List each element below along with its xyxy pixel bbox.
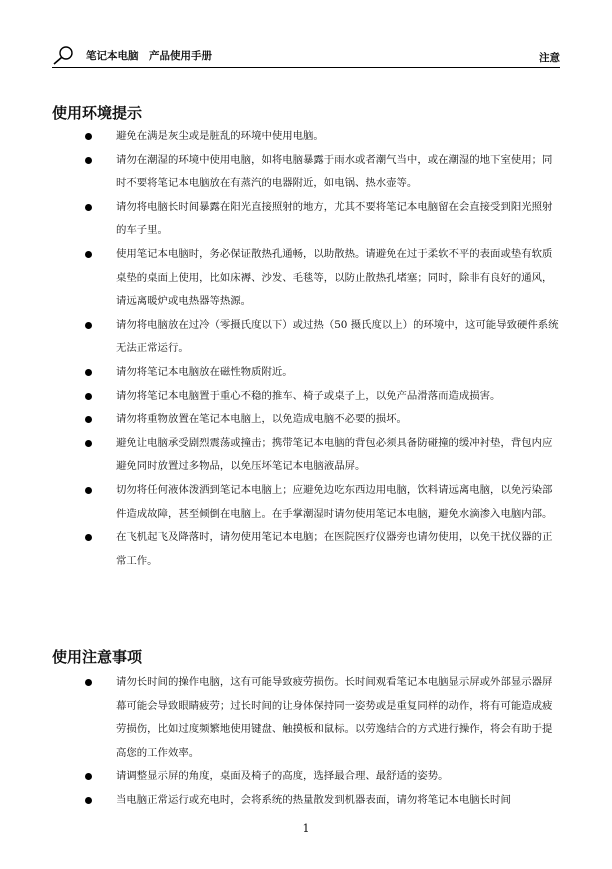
bullet-icon	[85, 773, 92, 780]
list-item: 请勿将笔记本电脑放在磁性物质附近。	[52, 361, 560, 385]
chapter-label: 注意	[539, 52, 560, 64]
page-number: 1	[302, 822, 310, 835]
environment-list	[52, 125, 560, 573]
list-item: 请勿将笔记本电脑置于重心不稳的推车、椅子或桌子上，以免产品滑落而造成损害。	[52, 385, 560, 409]
list-item: 请勿在潮湿的环境中使用电脑，如将电脑暴露于雨水或者潮气当中，或在潮湿的地下室使用；同时不要将笔记本电脑放在有蒸汽的电器附近，如电锅、热水壶等。	[52, 149, 560, 196]
page-header	[52, 44, 560, 66]
list-item: 避免在满是灰尘或是脏乱的环境中使用电脑。	[52, 125, 560, 149]
list-item: 当电脑正常运行或充电时，会将系统的热量散发到机器表面，请勿将笔记本电脑长时间	[52, 789, 560, 813]
bullet-icon	[85, 534, 92, 541]
bullet-icon	[85, 322, 92, 329]
list-item: 请调整显示屏的角度，桌面及椅子的高度，选择最合理、最舒适的姿势。	[52, 765, 560, 789]
section-title-usage: 使用注意事项	[52, 648, 143, 666]
bullet-icon	[85, 369, 92, 376]
bullet-icon	[85, 251, 92, 258]
bullet-icon	[85, 416, 92, 423]
bullet-icon	[85, 679, 92, 686]
list-item: 请勿将电脑长时间暴露在阳光直接照射的地方，尤其不要将笔记本电脑留在会直接受到阳光照射的车子里。	[52, 196, 560, 243]
list-item: 请勿将电脑放在过冷（零摄氏度以下）或过热（50 摄氏度以上）的环境中，这可能导致硬件系统无法正常运行。	[52, 314, 560, 361]
list-item: 请勿将重物放置在笔记本电脑上，以免造成电脑不必要的损坏。	[52, 408, 560, 432]
bullet-icon	[85, 440, 92, 447]
header-rule	[52, 67, 560, 68]
bullet-icon	[85, 797, 92, 804]
section-title-environment: 使用环境提示	[52, 104, 143, 122]
magnifier-icon	[52, 45, 76, 65]
bullet-icon	[85, 204, 92, 211]
bullet-icon	[85, 393, 92, 400]
bullet-icon	[85, 157, 92, 164]
usage-list	[52, 671, 560, 813]
list-item: 使用笔记本电脑时，务必保证散热孔通畅，以助散热。请避免在过于柔软不平的表面或垫有软质桌垫的桌面上使用，比如床褥、沙发、毛毯等，以防止散热孔堵塞；同时，除非有良好的通风，请远离暖炉或电热器等热源。	[52, 243, 560, 314]
list-item: 避免让电脑承受剧烈震荡或撞击；携带笔记本电脑的背包必须具备防碰撞的缓冲衬垫，背包内应避免同时放置过多物品，以免压坏笔记本电脑液晶屏。	[52, 432, 560, 479]
list-item: 请勿长时间的操作电脑，这有可能导致疲劳损伤。长时间观看笔记本电脑显示屏或外部显示器屏幕可能会导致眼睛疲劳；过长时间的让身体保持同一姿势或是重复同样的动作，将有可能造成疲劳损伤，比如过度频繁地使用键盘、触摸板和鼠标。以劳逸结合的方式进行操作，将会有助于提高您的工作效率。	[52, 671, 560, 765]
bullet-icon	[85, 487, 92, 494]
bullet-icon	[85, 133, 92, 140]
list-item: 在飞机起飞及降落时，请勿使用笔记本电脑；在医院医疗仪器旁也请勿使用，以免干扰仪器的正常工作。	[52, 526, 560, 573]
manual-title: 笔记本电脑 产品使用手册	[86, 50, 212, 62]
list-item: 切勿将任何液体泼洒到笔记本电脑上；应避免边吃东西边用电脑，饮料请远离电脑，以免污染部件造成故障，甚至倾倒在电脑上。在手掌潮湿时请勿使用笔记本电脑，避免水滴渗入电脑内部。	[52, 479, 560, 526]
